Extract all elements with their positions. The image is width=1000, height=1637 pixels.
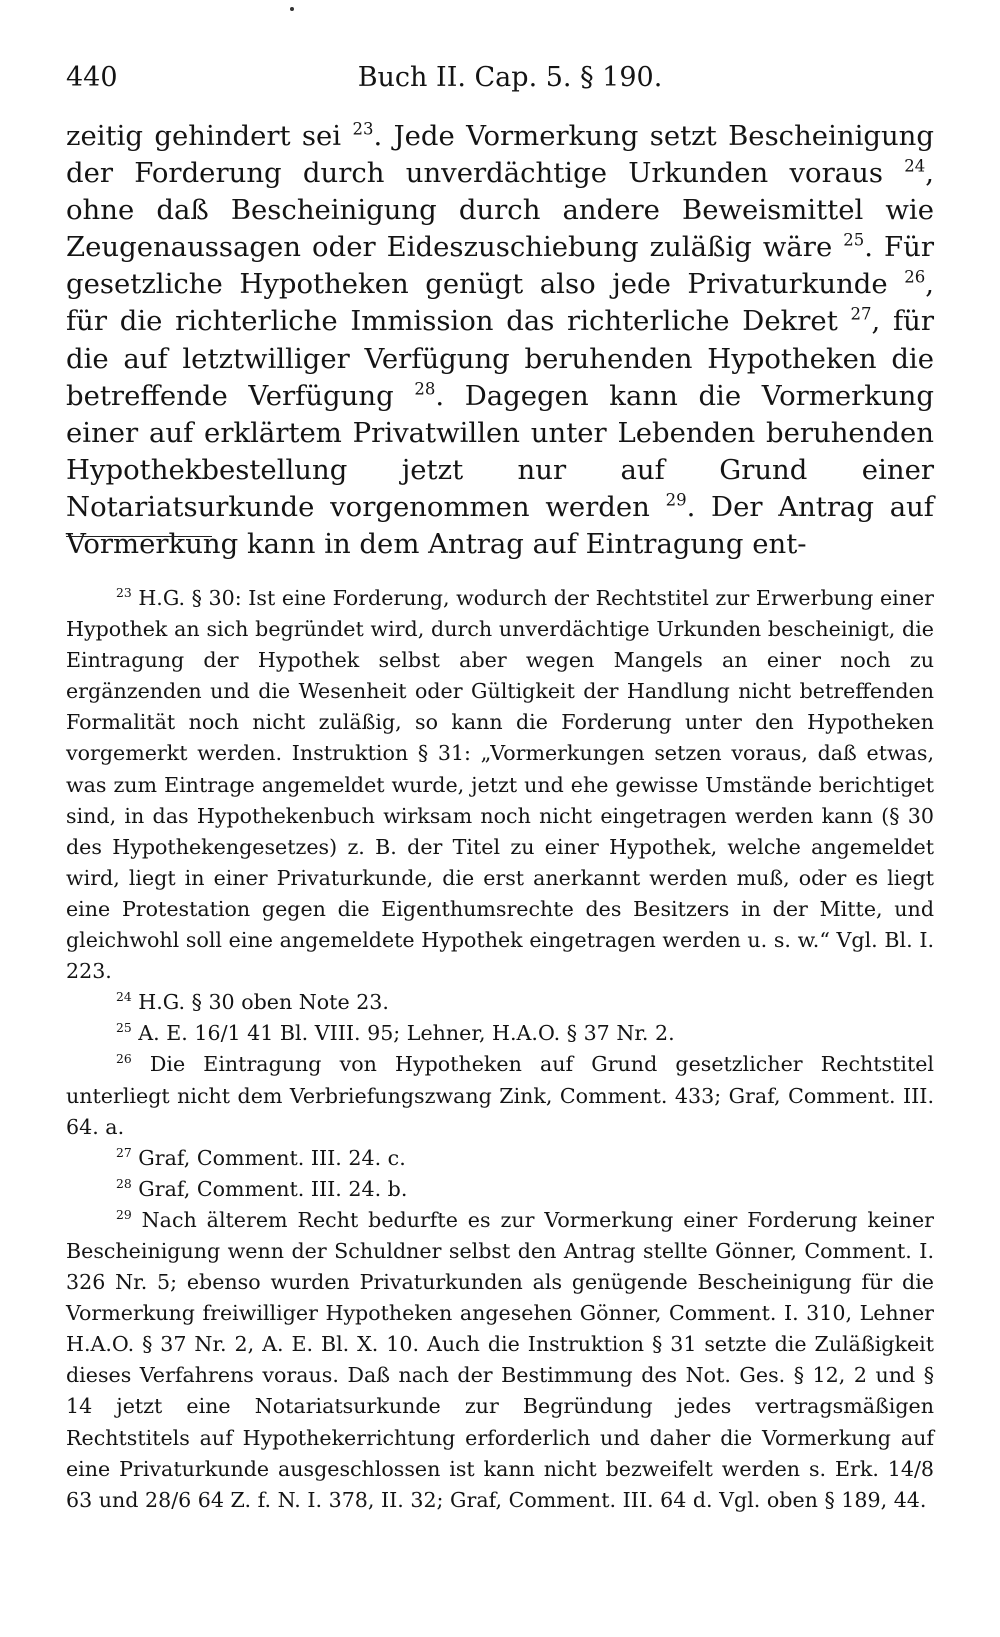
text-segment: , für die auf letztwilliger Verfügung beruhenden Hypotheken die betreffende Verfügung xyxy=(66,305,934,412)
text-segment: . Dagegen kann die Vormerkung einer auf erklärtem Privatwillen unter Lebenden beruhenden Hypothekbestellung jetzt nur auf Grund einer Notariatsurkunde vorgenommen werden xyxy=(66,379,934,523)
footnote-text: Graf, Comment. III. 24. b. xyxy=(138,1176,408,1201)
footnote-marker-27: 27 xyxy=(850,304,872,324)
footnote-number: 27 xyxy=(116,1145,132,1160)
footnote-number: 28 xyxy=(116,1176,132,1191)
footnote-marker-26: 26 xyxy=(904,267,926,287)
footnote-23 xyxy=(66,583,934,987)
footnote-text: Die Eintragung von Hypotheken auf Grund gesetzlicher Rechtstitel unterliegt nicht dem Verbriefungszwang Zink, Comment. 433; Graf, Comment. III. 64. a. xyxy=(66,1052,935,1139)
main-text xyxy=(66,118,934,563)
page-number: 440 xyxy=(66,62,118,93)
text-segment: , für die richterliche Immission das richterliche Dekret xyxy=(66,268,934,338)
footnote-28 xyxy=(66,1174,934,1205)
text-segment: zeitig gehindert sei xyxy=(66,120,353,152)
footnote-number: 26 xyxy=(116,1052,132,1067)
running-title: Buch II. Cap. 5. § 190. xyxy=(357,62,663,93)
footnote-text: H.G. § 30: Ist eine Forderung, wodurch der Rechtstitel zur Erwerbung einer Hypothek an sich begründet wird, durch unverdächtige Urkunden bescheinigt, die Eintragung der Hypothek selbst aber wegen Mangels an einer noch zu ergänzenden und die Wesenheit oder Gültigkeit der Handlung nicht betreffenden Formalität noch nicht zuläßig, so kann die Forderung unter den Hypotheken vorgemerkt werden. Instruktion § 31: „Vormerkungen setzen voraus, daß etwas, was zum Eintrage angemeldet wurde, jetzt und ehe gewisse Umstände berichtiget sind, in das Hypothekenbuch wirksam noch nicht eingetragen werden kann (§ 30 des Hypothekengesetzes) z. B. der Titel zu einer Hypothek, welche angemeldet wird, liegt in einer Privaturkunde, die erst anerkannt werden muß, oder es liegt eine Protestation gegen die Eigenthumsrechte des Besitzers in der Mitte, und gleichwohl soll eine angemeldete Hypothek eingetragen werden u. s. w.“ Vgl. Bl. I. 223. xyxy=(66,586,935,984)
footnote-text: Nach älterem Recht bedurfte es zur Vormerkung einer Forderung keiner Bescheinigung wenn der Schuldner selbst den Antrag stellte Gönner, Comment. I. 326 Nr. 5; ebenso wurden Privaturkunden als genügende Bescheinigung für die Vormerkung freiwilliger Hypotheken angesehen Gönner, Comment. I. 310, Lehner H.A.O. § 37 Nr. 2, A. E. Bl. X. 10. Auch die Instruktion § 31 setzte die Zuläßigkeit dieses Verfahrens voraus. Daß nach der Bestimmung des Not. Ges. § 12, 2 und § 14 jetzt eine Notariatsurkunde zur Begründung jedes vertragsmäßigen Rechtstitels auf Hypothekerrichtung erforderlich und daher die Vormerkung auf eine Privaturkunde ausgeschlossen ist kann nicht bezweifelt werden s. Erk. 14/8 63 und 28/6 64 Z. f. N. I. 378, II. 32; Graf, Comment. III. 64 d. Vgl. oben § 189, 44. xyxy=(66,1207,934,1512)
footnote-marker-29: 29 xyxy=(665,490,687,510)
footnote-separator xyxy=(66,536,212,537)
text-segment: . Jede Vormerkung setzt Bescheinigung der Forderung durch unverdächtige Urkunden voraus xyxy=(66,120,935,190)
page-header xyxy=(66,62,934,102)
footnote-27 xyxy=(66,1143,934,1174)
footnote-24 xyxy=(66,987,934,1018)
footnote-marker-28: 28 xyxy=(414,378,436,398)
footnote-text: Graf, Comment. III. 24. c. xyxy=(138,1145,406,1170)
ink-speck xyxy=(290,7,294,11)
text-segment: , ohne daß Bescheinigung durch andere Beweismittel wie Zeugenaussagen oder Eideszuschiebung zuläßig wäre xyxy=(66,157,934,264)
footnote-29 xyxy=(66,1205,934,1516)
footnote-25 xyxy=(66,1018,934,1049)
footnote-26 xyxy=(66,1049,934,1142)
footnote-text: H.G. § 30 oben Note 23. xyxy=(138,990,389,1015)
footnote-marker-24: 24 xyxy=(904,156,926,176)
text-segment: . Für gesetzliche Hypotheken genügt also jede Privaturkunde xyxy=(66,231,934,301)
footnote-number: 29 xyxy=(116,1207,132,1222)
footnotes xyxy=(66,583,934,1516)
footnote-number: 25 xyxy=(116,1021,132,1036)
footnote-number: 24 xyxy=(116,990,132,1005)
footnote-marker-25: 25 xyxy=(843,230,865,250)
footnote-number: 23 xyxy=(116,585,132,600)
text-segment: . Der Antrag auf Vormerkung kann in dem Antrag auf Eintragung ent- xyxy=(66,490,934,561)
footnote-text: A. E. 16/1 41 Bl. VIII. 95; Lehner, H.A.O. § 37 Nr. 2. xyxy=(138,1021,675,1046)
footnote-marker-23: 23 xyxy=(352,119,374,139)
